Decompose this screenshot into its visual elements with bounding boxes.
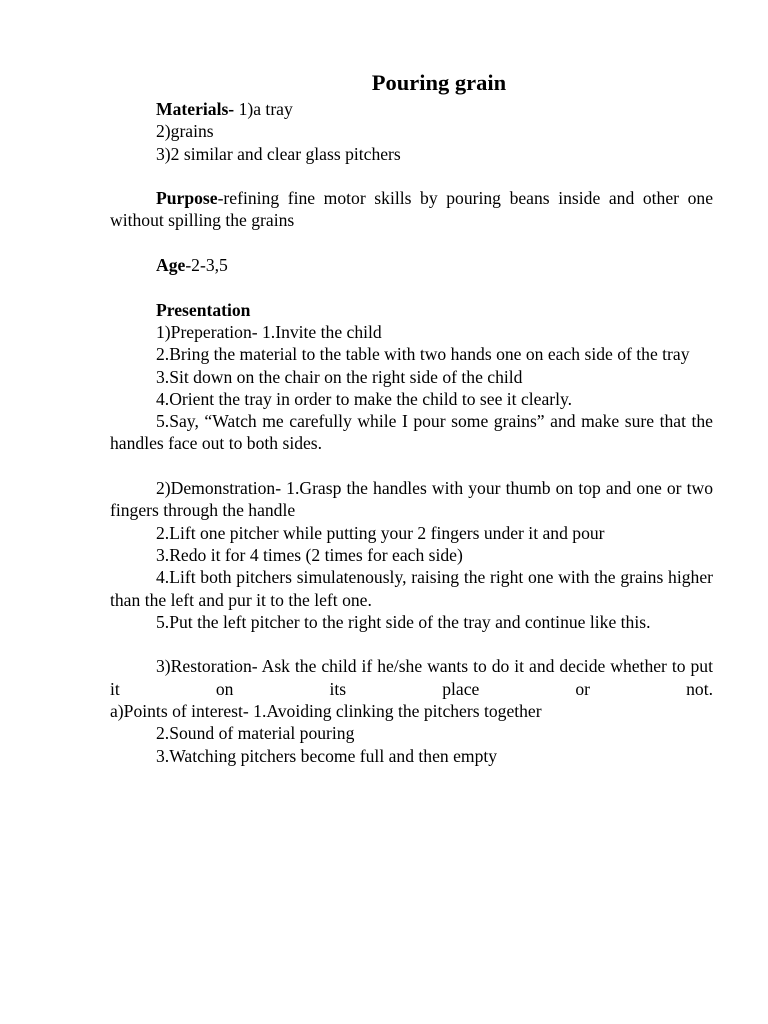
points-of-interest-line: a)Points of interest- 1.Avoiding clinking the pitchers together bbox=[110, 701, 542, 722]
demonstration-step: 5.Put the left pitcher to the right side of the tray and continue like this. bbox=[156, 611, 651, 632]
age-line bbox=[110, 254, 713, 276]
spacer bbox=[110, 165, 713, 187]
document-page bbox=[110, 68, 713, 767]
age-label: Age bbox=[156, 255, 186, 276]
materials-item-3: 3)2 similar and clear glass pitchers bbox=[156, 143, 401, 164]
purpose-label: Purpose bbox=[156, 188, 218, 209]
purpose-text: -refining fine motor skills by pouring beans inside and other one without spilling the grains bbox=[110, 188, 713, 231]
presentation-heading-text: Presentation bbox=[156, 299, 251, 320]
spacer bbox=[110, 455, 713, 477]
demonstration-step: 2.Lift one pitcher while putting your 2 fingers under it and pour bbox=[156, 522, 605, 543]
restoration-paragraph: 3)Restoration- Ask the child if he/she wants to do it and decide whether to put it on its place or not. bbox=[110, 656, 713, 699]
materials-item-2: 2)grains bbox=[156, 121, 214, 142]
preparation-step: 2.Bring the material to the table with two hands one on each side of the tray bbox=[156, 344, 690, 365]
age-text: -2-3,5 bbox=[185, 255, 228, 276]
points-of-interest-item: 3.Watching pitchers become full and then empty bbox=[156, 745, 498, 766]
demonstration-step: 3.Redo it for 4 times (2 times for each side) bbox=[156, 544, 463, 565]
preparation-step: 1)Preperation- 1.Invite the child bbox=[156, 321, 382, 342]
presentation-heading bbox=[110, 299, 713, 321]
purpose-paragraph bbox=[110, 187, 713, 232]
page-title: Pouring grain bbox=[371, 70, 507, 95]
spacer bbox=[110, 232, 713, 254]
preparation-step: 4.Orient the tray in order to make the child to see it clearly. bbox=[156, 388, 573, 409]
materials-item-1: 1)a tray bbox=[234, 99, 293, 119]
spacer bbox=[110, 276, 713, 298]
demonstration-step: 4.Lift both pitchers simulatenously, raising the right one with the grains higher than the left and pur it to the left one. bbox=[110, 567, 713, 610]
preparation-step: 5.Say, “Watch me carefully while I pour some grains” and make sure that the handles face out to both sides. bbox=[110, 411, 713, 454]
preparation-step: 3.Sit down on the chair on the right side of the child bbox=[156, 366, 523, 387]
spacer bbox=[110, 633, 713, 655]
points-of-interest-item: 2.Sound of material pouring bbox=[156, 723, 355, 744]
demonstration-step: 2)Demonstration- 1.Grasp the handles with your thumb on top and one or two fingers through the handle bbox=[110, 478, 713, 521]
materials-label: Materials- bbox=[156, 99, 235, 119]
materials-line bbox=[110, 98, 713, 120]
